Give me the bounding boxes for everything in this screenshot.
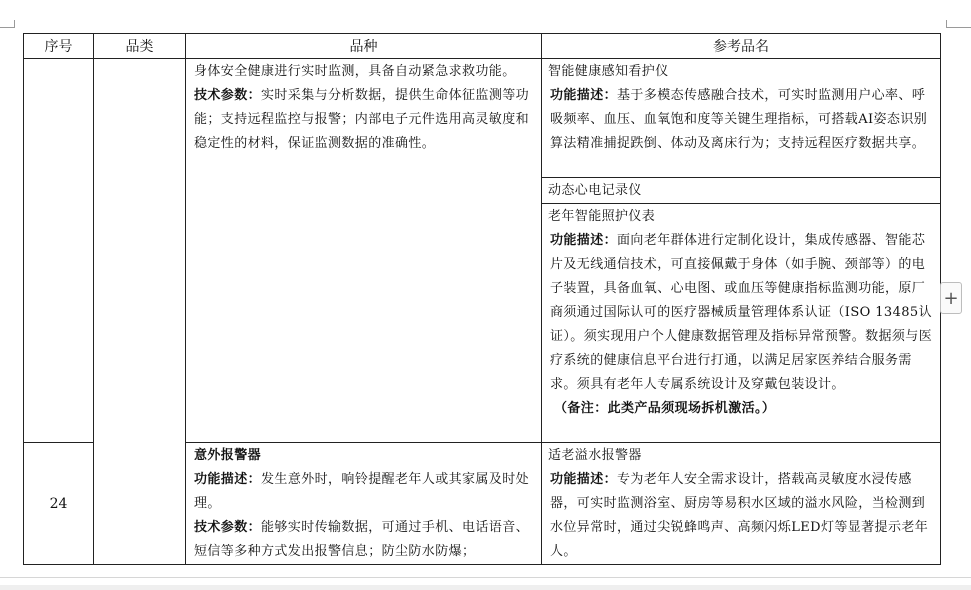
crop-mark: [946, 27, 971, 28]
header-category: 品类: [94, 34, 186, 59]
tech-label: 技术参数：: [194, 520, 262, 535]
tech-text: 能够实时传输数据，可通过手机、电话语音、短信等多种方式发出报警信息；防尘防水防爆；: [194, 520, 530, 559]
header-number: 序号: [24, 34, 94, 59]
reference-title: 动态心电记录仪: [548, 183, 642, 198]
page-gap: [0, 585, 971, 590]
note-text: （备注：此类产品须现场拆机激活。）: [554, 401, 776, 416]
tech-label: 技术参数：: [194, 88, 262, 103]
crop-mark: [946, 20, 947, 28]
reference-cell: [542, 59, 941, 178]
variety-title: 意外报警器: [194, 448, 262, 463]
reference-cell: [542, 204, 941, 443]
add-button[interactable]: +: [940, 282, 962, 314]
tech-text: 实时采集与分析数据，提供生命体征监测等功能；支持远程监控与报警；内部电子元件选用高灵敏度和稳定性的材料，保证监测数据的准确性。: [194, 88, 530, 151]
function-label: 功能描述：: [550, 88, 618, 103]
crop-mark: [0, 27, 14, 28]
reference-cell: [542, 178, 941, 204]
product-table: [23, 33, 941, 565]
variety-cell: [186, 59, 542, 443]
number-cell: 24: [24, 443, 94, 565]
header-row: [24, 34, 941, 59]
function-text: 专为老年人安全需求设计，搭载高灵敏度水浸传感器，可实时监测浴室、厨房等易积水区域的溢水风险，当检测到水位异常时，通过尖锐蜂鸣声、高频闪烁LED灯等显著提示老年人。: [550, 472, 929, 559]
reference-title: 适老溢水报警器: [548, 448, 642, 463]
variety-cell: [186, 443, 542, 565]
number-cell: [24, 59, 94, 443]
page-boundary: [0, 577, 971, 578]
function-text: 基于多模态传感融合技术，可实时监测用户心率、呼吸频率、血压、血氧饱和度等关键生理指标，可搭载AI姿态识别算法精准捕捉跌倒、体动及离床行为；支持远程医疗数据共享。: [550, 88, 928, 151]
function-label: 功能描述：: [194, 472, 262, 487]
variety-text: 身体安全健康进行实时监测，具备自动紧急求救功能。: [194, 64, 516, 79]
reference-cell: [542, 443, 941, 565]
function-text: 发生意外时，响铃提醒老年人或其家属及时处理。: [194, 472, 530, 511]
table-row: [24, 59, 941, 178]
category-cell: [94, 59, 186, 565]
function-label: 功能描述：: [550, 472, 618, 487]
reference-title: 老年智能照护仪表: [548, 209, 656, 224]
reference-title: 智能健康感知看护仪: [548, 64, 669, 79]
function-text: 面向老年群体进行定制化设计，集成传感器、智能芯片及无线通信技术，可直接佩戴于身体（如手腕、颈部等）的电子装置，具备血氧、心电图、或血压等健康指标监测功能，原厂商须通过国际认可的医疗器械质量管理体系认证（ISO 13485认证）。须实现用户个人健康数据管理及指标异常预警。数据须与医疗系统的健康信息平台进行打通，以满足居家医养结合服务需求。须具有老年人专属系统设计及穿戴包装设计。: [550, 233, 933, 392]
header-variety: 品种: [186, 34, 542, 59]
header-reference: 参考品名: [542, 34, 941, 59]
function-label: 功能描述：: [550, 233, 618, 248]
crop-mark: [14, 20, 15, 28]
